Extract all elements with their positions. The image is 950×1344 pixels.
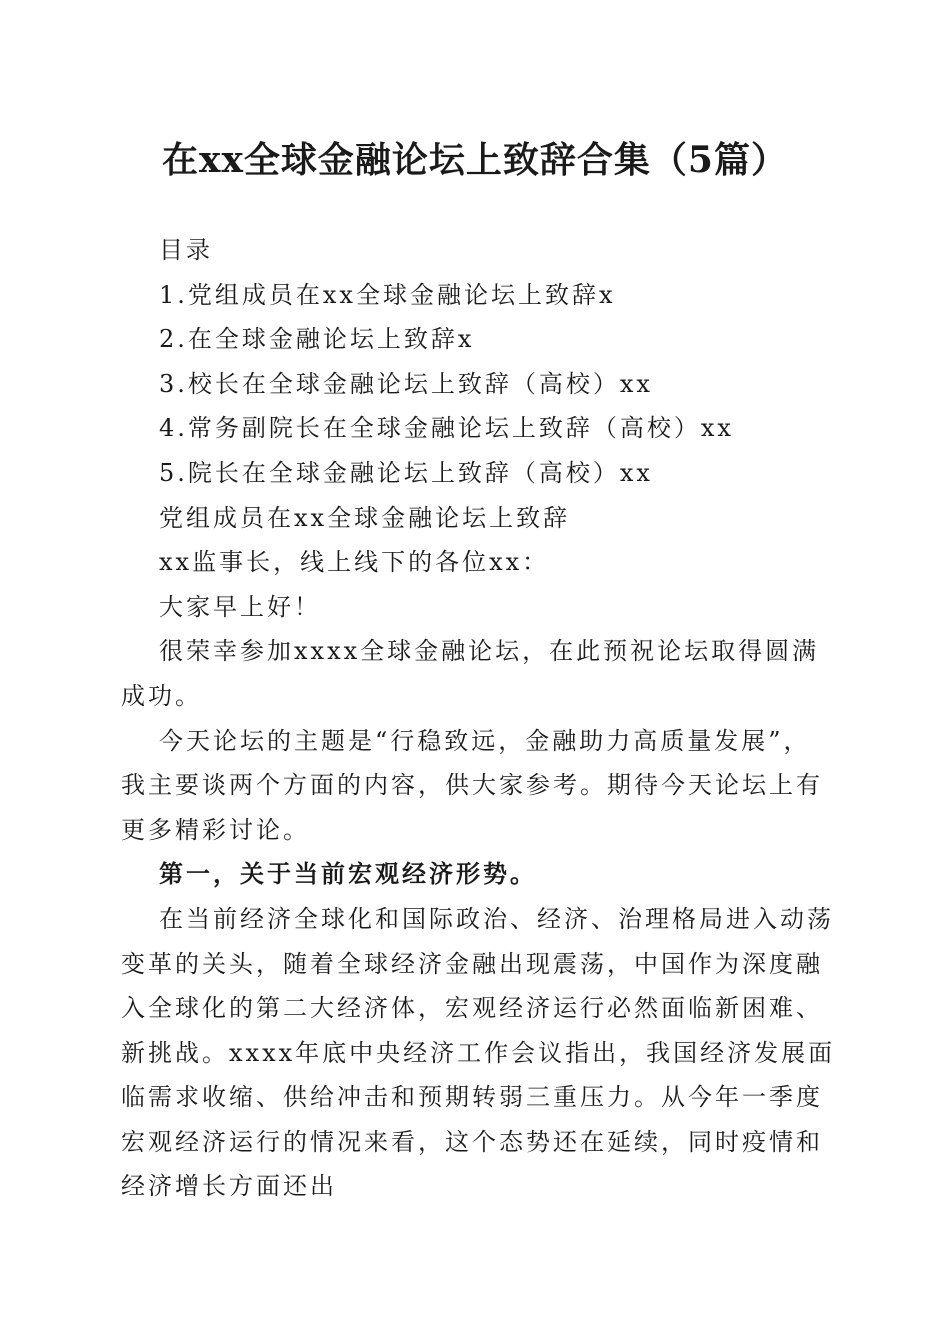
toc-item: 1.党组成员在xx全球金融论坛上致辞x	[159, 280, 616, 309]
body-paragraph: 今天论坛的主题是“行稳致远，金融助力高质量发展”，我主要谈两个方面的内容，供大家参考。期待今天论坛上有更多精彩讨论。	[121, 726, 823, 844]
toc-item: 3.校长在全球金融论坛上致辞（高校）xx	[159, 369, 653, 398]
document-body	[121, 228, 836, 1209]
section-heading: 第一，关于当前宏观经济形势。	[159, 859, 537, 889]
toc-item: 2.在全球金融论坛上致辞x	[159, 325, 475, 354]
toc-heading: 目录	[159, 236, 213, 264]
toc-item: 5.院长在全球金融论坛上致辞（高校）xx	[159, 458, 653, 487]
body-paragraph: 很荣幸参加xxxx全球金融论坛，在此预祝论坛取得圆满成功。	[121, 637, 820, 710]
salutation: xx监事长，线上线下的各位xx：	[159, 548, 550, 577]
body-paragraph: 在当前经济全球化和国际政治、经济、治理格局进入动荡变革的关头，随着全球经济金融出现震荡，中国作为深度融入全球化的第二大经济体，宏观经济运行必然面临新困难、新挑战。xxxx年底中央经济工作会议指出，我国经济发展面临需求收缩、供给冲击和预期转弱三重压力。从今年一季度宏观经济运行的情况来看，这个态势还在延续，同时疫情和经济增长方面还出	[121, 904, 836, 1201]
document-title: 在xx全球金融论坛上致辞合集（5篇）	[162, 139, 788, 181]
speech-title: 党组成员在xx全球金融论坛上致辞	[159, 503, 571, 532]
greeting: 大家早上好！	[159, 592, 321, 621]
toc-item: 4.常务副院长在全球金融论坛上致辞（高校）xx	[159, 414, 734, 443]
